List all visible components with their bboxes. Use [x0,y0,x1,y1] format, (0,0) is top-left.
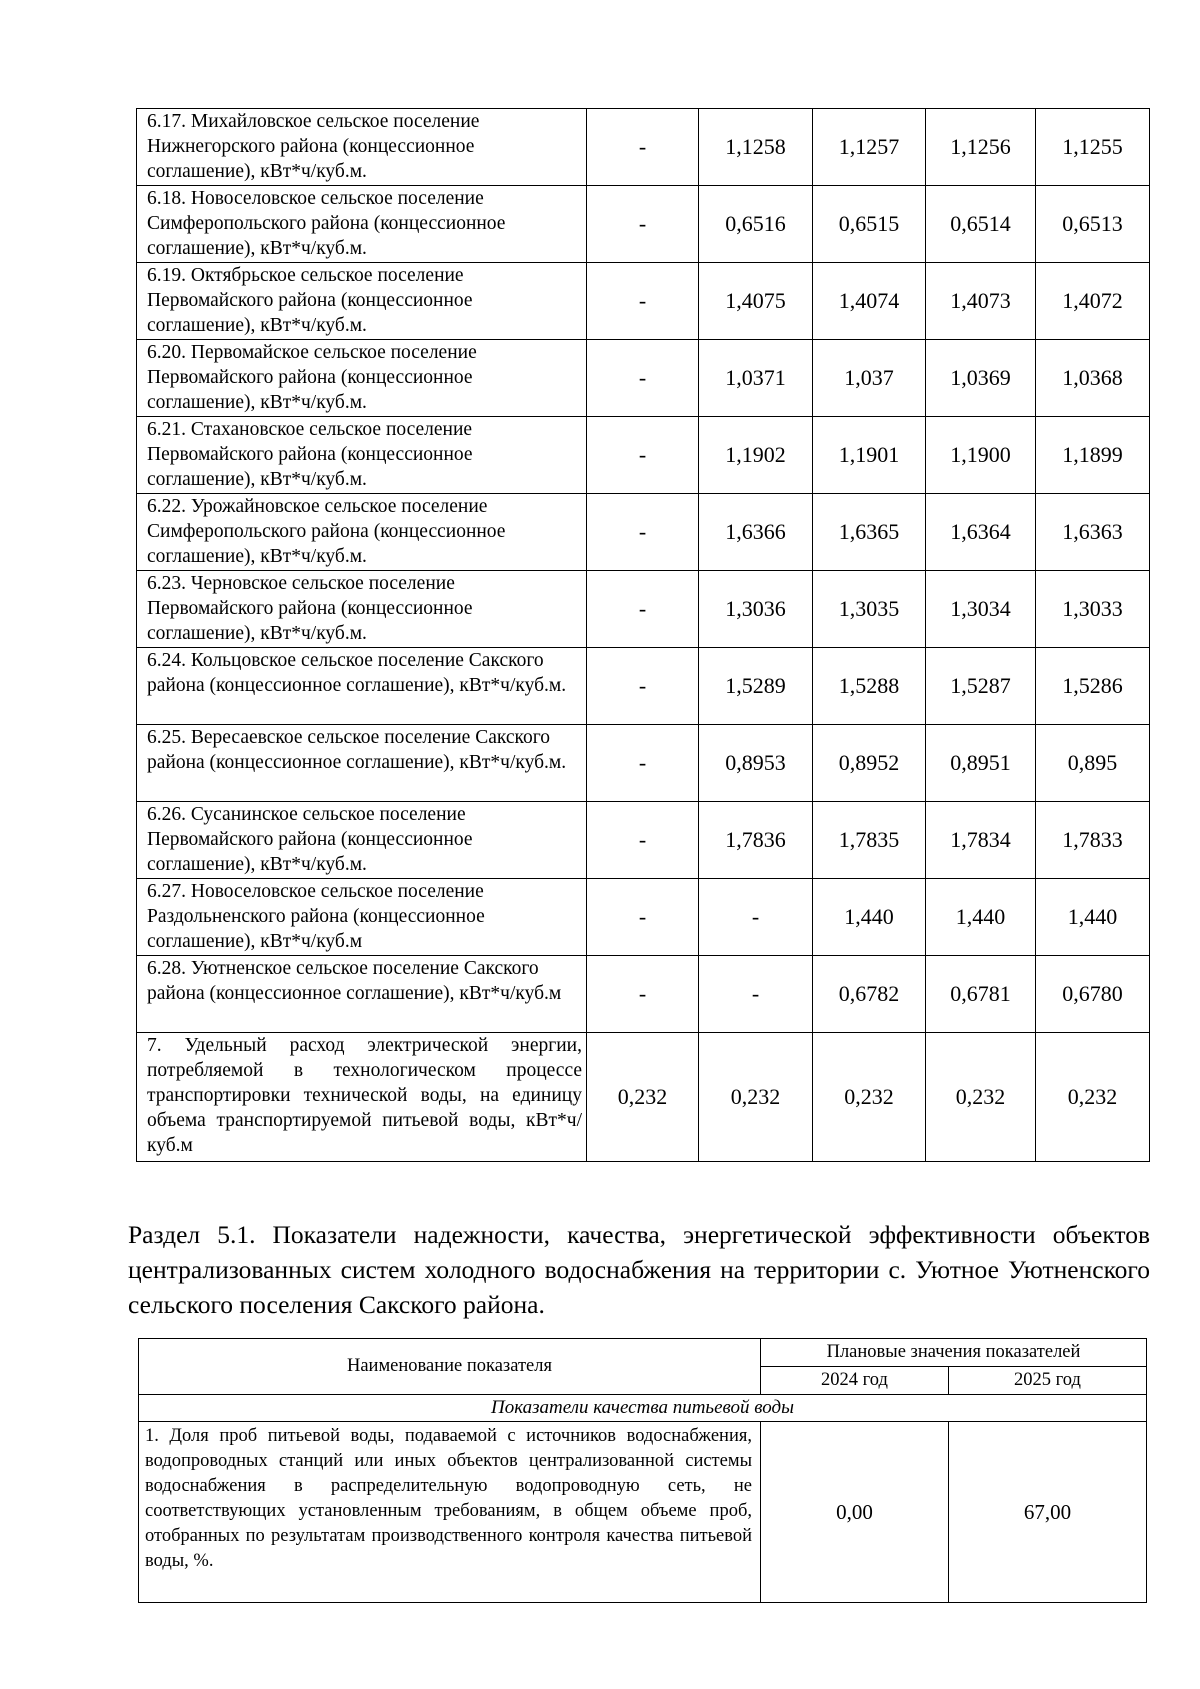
value-cell: - [587,186,699,263]
table-row [137,956,1150,1033]
value-cell: 0,232 [587,1033,699,1162]
table-row [137,263,1150,340]
value-cell: 1,0371 [699,340,813,417]
value-cell: 1,5286 [1036,648,1150,725]
value-cell: - [587,571,699,648]
value-cell: 0,6781 [926,956,1036,1033]
value-cell: 1,1255 [1036,109,1150,186]
value-cell: - [699,956,813,1033]
indicator-name: 1. Доля проб питьевой воды, подаваемой с источников водоснабжения, водопроводных станций или иных объектов централизованной системы водоснабжения в распределительную водопроводную сеть, не соответствующих установленным требованиям, в общем объеме проб, отобранных по результатам производственного контроля качества питьевой воды, %. [139,1422,761,1603]
value-cell: 1,5288 [813,648,926,725]
value-cell: - [587,802,699,879]
indicator-name: 6.22. Урожайновское сельское поселение Симферопольского района (концессионное соглашение), кВт*ч/куб.м. [137,494,587,571]
table-row [137,494,1150,571]
indicator-name: 6.19. Октябрьское сельское поселение Первомайского района (концессионное соглашение), кВт*ч/куб.м. [137,263,587,340]
value-cell: 1,440 [813,879,926,956]
value-cell: - [587,417,699,494]
value-cell: 0,6782 [813,956,926,1033]
value-cell: 1,5287 [926,648,1036,725]
value-cell: - [587,956,699,1033]
value-cell: 0,232 [926,1033,1036,1162]
value-cell: 1,5289 [699,648,813,725]
value-cell: 1,7836 [699,802,813,879]
value-cell: 1,3034 [926,571,1036,648]
header-indicator-name: Наименование показателя [139,1339,761,1395]
group-row [139,1395,1147,1422]
value-cell: 1,1256 [926,109,1036,186]
water-quality-table [138,1338,1147,1603]
group-title: Показатели качества питьевой воды [139,1395,1147,1422]
value-cell: 1,4073 [926,263,1036,340]
value-cell: 1,7834 [926,802,1036,879]
value-cell: 1,3036 [699,571,813,648]
table-row [137,725,1150,802]
value-cell: 1,1258 [699,109,813,186]
value-cell: 1,1899 [1036,417,1150,494]
value-cell: 0,6516 [699,186,813,263]
value-cell: 1,037 [813,340,926,417]
value-2025: 67,00 [949,1422,1147,1603]
table-row [137,802,1150,879]
value-cell: 1,1257 [813,109,926,186]
table-row [137,1033,1150,1162]
indicator-name: 6.21. Стахановское сельское поселение Первомайского района (концессионное соглашение), кВт*ч/куб.м. [137,417,587,494]
value-cell: 1,0368 [1036,340,1150,417]
value-cell: 0,232 [813,1033,926,1162]
value-cell: 1,6366 [699,494,813,571]
value-cell: 0,8953 [699,725,813,802]
value-cell: 1,1902 [699,417,813,494]
table-row [137,186,1150,263]
value-2024: 0,00 [761,1422,949,1603]
value-cell: - [587,725,699,802]
header-year-2024: 2024 год [761,1367,949,1395]
value-cell: 1,4074 [813,263,926,340]
value-cell: 1,1901 [813,417,926,494]
table-row [137,571,1150,648]
table-row [137,109,1150,186]
table-row [137,648,1150,725]
value-cell: 1,440 [1036,879,1150,956]
value-cell: 1,6365 [813,494,926,571]
value-cell: 1,0369 [926,340,1036,417]
indicator-name: 7. Удельный расход электрической энергии, потребляемой в технологическом процессе транспортировки технической воды, на единицу объема транспортируемой питьевой воды, кВт*ч/куб.м [137,1033,587,1162]
value-cell: 0,232 [1036,1033,1150,1162]
value-cell: 0,6513 [1036,186,1150,263]
indicator-name: 6.25. Вересаевское сельское поселение Сакского района (концессионное соглашение), кВт*ч/куб.м. [137,725,587,802]
value-cell: 0,8952 [813,725,926,802]
value-cell: 1,1900 [926,417,1036,494]
value-cell: - [587,648,699,725]
value-cell: 1,3033 [1036,571,1150,648]
energy-consumption-table [136,108,1150,1162]
value-cell: - [587,494,699,571]
header-planned-values: Плановые значения показателей [761,1339,1147,1367]
value-cell: 0,6780 [1036,956,1150,1033]
value-cell: 1,4072 [1036,263,1150,340]
table-row [139,1422,1147,1603]
value-cell: 1,3035 [813,571,926,648]
table-row [137,417,1150,494]
indicator-name: 6.18. Новоселовское сельское поселение Симферопольского района (концессионное соглашение), кВт*ч/куб.м. [137,186,587,263]
indicator-name: 6.17. Михайловское сельское поселение Нижнегорского района (концессионное соглашение), кВт*ч/куб.м. [137,109,587,186]
value-cell: - [587,340,699,417]
value-cell: 0,8951 [926,725,1036,802]
value-cell: 1,4075 [699,263,813,340]
value-cell: 0,895 [1036,725,1150,802]
value-cell: 0,6515 [813,186,926,263]
table-row [137,879,1150,956]
value-cell: - [587,879,699,956]
value-cell: - [587,263,699,340]
indicator-name: 6.24. Кольцовское сельское поселение Сакского района (концессионное соглашение), кВт*ч/куб.м. [137,648,587,725]
indicator-name: 6.27. Новоселовское сельское поселение Раздольненского района (концессионное соглашение), кВт*ч/куб.м [137,879,587,956]
value-cell: 0,232 [699,1033,813,1162]
indicator-name: 6.26. Сусанинское сельское поселение Первомайского района (концессионное соглашение), кВт*ч/куб.м. [137,802,587,879]
value-cell: 1,6363 [1036,494,1150,571]
value-cell: 1,7833 [1036,802,1150,879]
value-cell: - [587,109,699,186]
table-header-row [139,1339,1147,1367]
indicator-name: 6.20. Первомайское сельское поселение Первомайского района (концессионное соглашение), кВт*ч/куб.м. [137,340,587,417]
indicator-name: 6.28. Уютненское сельское поселение Сакского района (концессионное соглашение), кВт*ч/куб.м [137,956,587,1033]
section-heading: Раздел 5.1. Показатели надежности, качества, энергетической эффективности объектов централизованных систем холодного водоснабжения на территории с. Уютное Уютненского сельского поселения Сакского района. [128,1220,1150,1319]
header-year-2025: 2025 год [949,1367,1147,1395]
indicator-name: 6.23. Черновское сельское поселение Первомайского района (концессионное соглашение), кВт*ч/куб.м. [137,571,587,648]
value-cell: 1,440 [926,879,1036,956]
value-cell: 1,7835 [813,802,926,879]
value-cell: 1,6364 [926,494,1036,571]
value-cell: 0,6514 [926,186,1036,263]
value-cell: - [699,879,813,956]
table-row [137,340,1150,417]
